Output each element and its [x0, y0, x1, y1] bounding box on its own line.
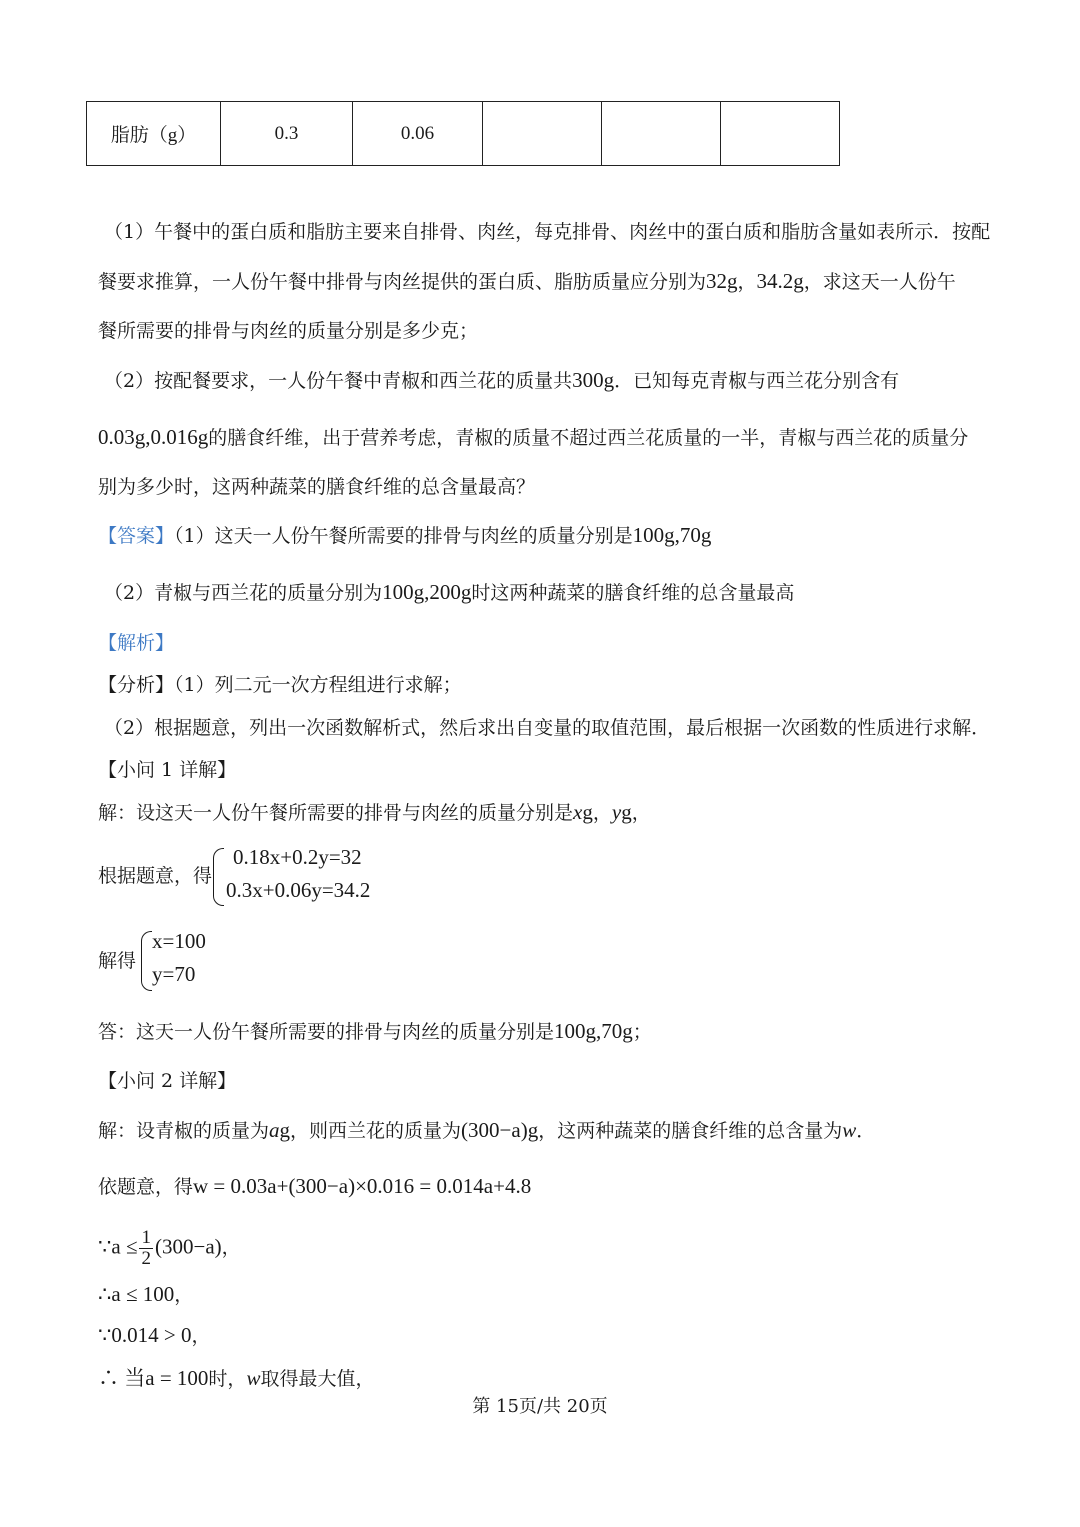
- page-footer: 第 15页/共 20页: [472, 1396, 608, 1417]
- because-symbol: ∵: [98, 1234, 112, 1259]
- q1-line-2: [98, 268, 956, 295]
- answer-line-1: [98, 522, 711, 549]
- sub2-line-1: [98, 1117, 875, 1144]
- conclusion-values: 100g,70g: [554, 1019, 633, 1043]
- numerator: 1: [141, 1227, 151, 1248]
- answer-2-text: （2）青椒与西兰花的质量分别为: [104, 582, 383, 604]
- sub2-line-5: [98, 1322, 210, 1349]
- semicolon: ；: [632, 1021, 652, 1043]
- sub2-line-3: [98, 1228, 241, 1269]
- sub1-text: 解：设这天一人份午餐所需要的排骨与肉丝的质量分别是: [98, 802, 574, 824]
- equation-2: 0.3x+0.06y=34.2: [226, 878, 371, 902]
- q1-line-1: （1）午餐中的蛋白质和脂肪主要来自排骨、肉丝，每克排骨、肉丝中的蛋白质和脂肪含量如表所示．按配: [104, 221, 991, 243]
- sub2-line-6: [98, 1365, 374, 1392]
- sub2-shi: 时，: [208, 1368, 247, 1390]
- sub2-line-2: [98, 1173, 531, 1200]
- var-w: w: [246, 1366, 261, 1390]
- comma: ，: [221, 1236, 241, 1259]
- sub2-title: 【小问 2 详解】: [98, 1070, 237, 1092]
- answer-line-2: [104, 579, 794, 606]
- var-w: w: [842, 1118, 857, 1142]
- sub2-text-2: ，则西兰花的质量为: [290, 1120, 462, 1142]
- a-le-100: a ≤ 100: [111, 1282, 175, 1306]
- unit-g: g: [582, 800, 593, 824]
- sub1-line-1: [98, 799, 651, 826]
- therefore-when: ∴ 当: [98, 1366, 146, 1390]
- comma: ，: [631, 802, 651, 824]
- q1-value-fat: 34.2g: [756, 269, 804, 293]
- sub2-max-text: 取得最大值，: [260, 1368, 375, 1390]
- q2-value-total: 300g: [572, 368, 615, 392]
- denominator: 2: [141, 1248, 151, 1269]
- conclusion-text: 答：这天一人份午餐所需要的排骨与肉丝的质量分别是: [98, 1021, 555, 1043]
- solution-y: y=70: [152, 962, 196, 986]
- fenxi-line-1: [98, 672, 462, 698]
- q2-line-1: [104, 367, 899, 394]
- table-row: [87, 102, 840, 166]
- unit-g: g: [527, 1118, 539, 1142]
- q2-fiber-values: 0.03g,0.016g: [98, 425, 209, 449]
- q2-text-2: 的膳食纤维，出于营养考虑，青椒的质量不超过西兰花质量的一半，青椒与西兰花的质量分: [208, 427, 969, 449]
- sub1-title: 【小问 1 详解】: [98, 759, 237, 781]
- answer-2-tail: 时这两种蔬菜的膳食纤维的总含量最高: [471, 582, 795, 604]
- answer-tag: 【答案】: [98, 525, 175, 547]
- q2-text: （2）按配餐要求，一人份午餐中青椒和西兰花的质量共: [104, 370, 573, 392]
- sub2-line-4: [98, 1281, 193, 1308]
- answer-1-values: 100g,70g: [632, 523, 712, 547]
- fraction-one-half: [139, 1228, 153, 1269]
- function-expression: w = 0.03a+(300−a)×0.016 = 0.014a+4.8: [193, 1174, 532, 1198]
- comma: ，: [191, 1325, 211, 1347]
- sub1-conclusion: [98, 1018, 652, 1045]
- answer-1-text: （1）这天一人份午餐所需要的排骨与肉丝的质量分别是: [174, 525, 633, 547]
- inequality-left: a ≤: [111, 1234, 138, 1259]
- coefficient-positive: 0.014 > 0: [111, 1323, 192, 1347]
- therefore-symbol: ∴: [98, 1282, 112, 1306]
- q1-comma: ，: [737, 271, 757, 293]
- sub2-text-3: ，这两种蔬菜的膳食纤维的总含量为: [538, 1120, 843, 1142]
- analysis-tag: 【解析】: [98, 632, 175, 654]
- var-a: a: [269, 1118, 280, 1142]
- table-cell: [483, 102, 602, 166]
- answer-2-values: 100g,200g: [382, 580, 472, 604]
- fenxi-tag: 【分析】: [98, 674, 175, 696]
- because-symbol: ∵: [98, 1323, 112, 1347]
- table-cell: [721, 102, 840, 166]
- unit-g: g: [279, 1118, 291, 1142]
- period: ．: [856, 1120, 876, 1142]
- table-cell-label: 脂肪（g）: [87, 102, 221, 166]
- sub2-text: 解：设青椒的质量为: [98, 1120, 270, 1142]
- comma: ，: [592, 802, 612, 824]
- q2-line-3: 别为多少时，这两种蔬菜的膳食纤维的总含量最高？: [98, 476, 536, 498]
- a-eq-100: a = 100: [145, 1366, 209, 1390]
- nutrition-table: [86, 101, 840, 166]
- q2-text-tail: ．已知每克青椒与西兰花分别含有: [614, 370, 900, 392]
- solution-brace: [141, 931, 152, 991]
- sub1-solve-label: 解得: [98, 950, 137, 972]
- equation-brace: [213, 848, 224, 906]
- q1-value-protein: 32g: [706, 269, 738, 293]
- fenxi-1-text: （1）列二元一次方程组进行求解；: [174, 674, 462, 696]
- solution-x: x=100: [152, 929, 206, 953]
- unit-g: g: [621, 800, 632, 824]
- var-x: x: [573, 800, 583, 824]
- fenxi-line-2: （2）根据题意，列出一次函数解析式，然后求出自变量的取值范围，最后根据一次函数的性质进行求解．: [104, 717, 991, 739]
- q2-line-2: [98, 424, 968, 451]
- equation-1: 0.18x+0.2y=32: [233, 845, 362, 869]
- expr-300-minus-a: (300−a): [461, 1118, 528, 1142]
- sub2-yitiyi: 依题意，得: [98, 1176, 194, 1198]
- expr-300-minus-a: (300−a): [154, 1234, 222, 1259]
- table-cell: 0.3: [221, 102, 353, 166]
- q1-line-3: 餐所需要的排骨与肉丝的质量分别是多少克；: [98, 320, 479, 342]
- comma: ，: [174, 1284, 194, 1306]
- sub1-line-2-label: 根据题意，得: [98, 865, 213, 887]
- q1-text-tail: ，求这天一人份午: [803, 271, 956, 293]
- table-cell: 0.06: [353, 102, 483, 166]
- var-y: y: [611, 800, 622, 824]
- table-cell: [602, 102, 721, 166]
- q1-text: 餐要求推算，一人份午餐中排骨与肉丝提供的蛋白质、脂肪质量应分别为: [98, 271, 707, 293]
